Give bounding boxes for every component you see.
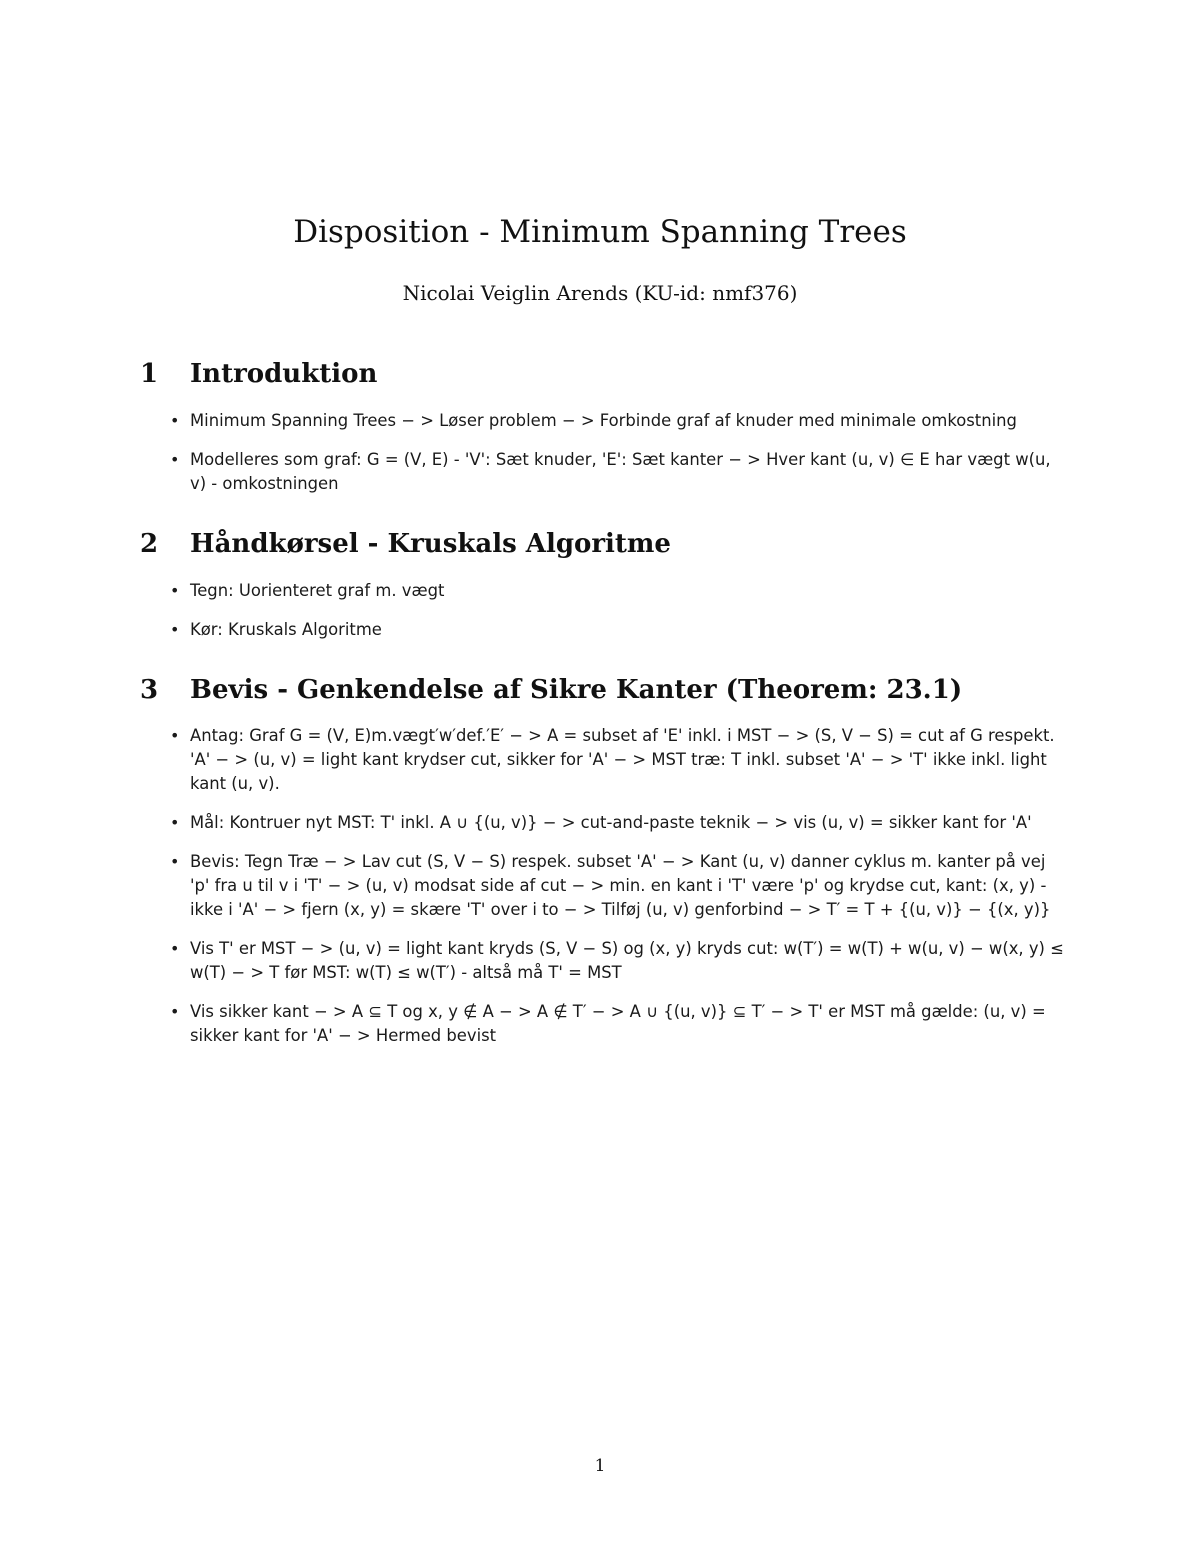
list-item: • Antag: Graf G = (V, E)m.vægt′w′def.′E′ − > A = subset af 'E' inkl. i MST − > (S, V − S) = cut af G respekt. 'A' − > (u, v) = light kant krydser cut, sikker for 'A' − > MST træ: T inkl. subset 'A' − > 'T' ikke inkl. light kant (u, v). <box>140 724 1070 796</box>
list-item: • Mål: Kontruer nyt MST: T' inkl. A ∪ {(u, v)} − > cut-and-paste teknik − > vis (u, v) = sikker kant for 'A' <box>140 811 1070 835</box>
list-item: • Modelleres som graf: G = (V, E) - 'V': Sæt knuder, 'E': Sæt kanter − > Hver kant (u, v) ∈ E har vægt w(u, v) - omkostningen <box>140 448 1070 496</box>
section-title: Introduktion <box>190 359 378 389</box>
section-number: 3 <box>140 675 159 705</box>
list-item: • Bevis: Tegn Træ − > Lav cut (S, V − S) respek. subset 'A' − > Kant (u, v) danner cyklus m. kanter på vej 'p' fra u til v i 'T' − > (u, v) modsat side af cut − > min. en kant i 'T' være 'p' og krydse cut, kant: (x, y) - ikke i 'A' − > fjern (x, y) = skære 'T' over i to − > Tilføj (u, v) genforbind − > T′ = T + {(u, v)} − {(x, y)} <box>140 850 1070 922</box>
section-heading <box>140 357 1070 391</box>
document-title: Disposition - Minimum Spanning Trees <box>293 214 907 250</box>
list-item: • Minimum Spanning Trees − > Løser problem − > Forbinde graf af knuder med minimale omkostning <box>140 409 1070 433</box>
section-bevis <box>140 673 1070 1048</box>
page-number: 1 <box>594 1456 606 1476</box>
list-item: • Kør: Kruskals Algoritme <box>140 618 1070 642</box>
bullet-list <box>140 724 1070 1048</box>
list-item: • Vis T' er MST − > (u, v) = light kant kryds (S, V − S) og (x, y) kryds cut: w(T′) = w(T) + w(u, v) − w(x, y) ≤ w(T) − > T før MST: w(T) ≤ w(T′) - altså må T' = MST <box>140 937 1070 985</box>
bullet-list <box>140 579 1070 642</box>
bullet-list <box>140 409 1070 496</box>
document-author: Nicolai Veiglin Arends (KU-id: nmf376) <box>402 281 798 305</box>
section-title: Bevis - Genkendelse af Sikre Kanter (Theorem: 23.1) <box>190 675 963 705</box>
section-introduktion <box>140 357 1070 496</box>
section-number: 2 <box>140 529 159 559</box>
section-heading <box>140 673 1070 707</box>
section-title: Håndkørsel - Kruskals Algoritme <box>190 529 671 559</box>
section-heading <box>140 527 1070 561</box>
list-item: • Vis sikker kant − > A ⊆ T og x, y ∉ A − > A ∉ T′ − > A ∪ {(u, v)} ⊆ T′ − > T' er MST må gælde: (u, v) = sikker kant for 'A' − > Hermed bevist <box>140 1000 1070 1048</box>
list-item: • Tegn: Uorienteret graf m. vægt <box>140 579 1070 603</box>
section-handkorsel <box>140 527 1070 642</box>
section-number: 1 <box>140 359 159 389</box>
